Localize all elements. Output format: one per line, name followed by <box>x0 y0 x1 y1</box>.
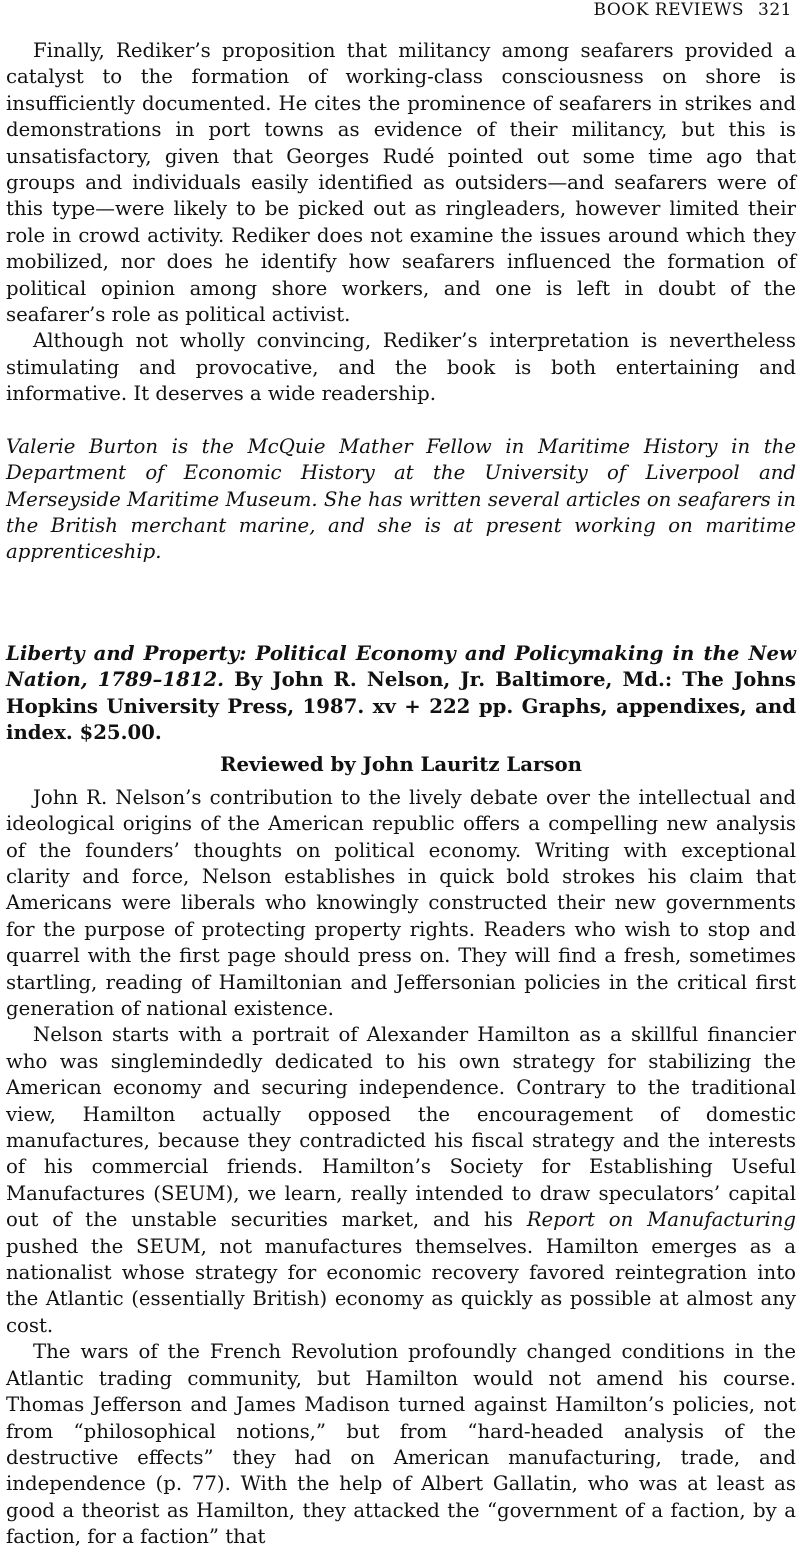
review2-paragraph-2 <box>6 1022 796 1339</box>
reviewer-line: Reviewed by John Lauritz Larson <box>220 753 582 777</box>
review1-paragraph-1: Finally, Rediker’s proposition that militancy among seafarers provided a catalyst to the formation of working-class consciousness on shore is insufficiently documented. He cites the prominence of seafarers in strikes and demonstrations in port towns as evidence of their militancy, but this is unsatisfactory, given that Georges Rudé pointed out some time ago that groups and individuals easily identified as outsiders—and seafarers were of this type—were likely to be picked out as ringleaders, however limited their role in crowd activity. Rediker does not examine the issues around which they mobilized, nor does he identify how seafarers influenced the formation of political opinion among shore workers, and one is left in doubt of the seafarer’s role as political activist. <box>6 39 796 327</box>
running-head-title: BOOK REVIEWS <box>593 0 745 20</box>
review1-paragraph-2: Although not wholly convincing, Rediker’s interpretation is nevertheless stimulating and provocative, and the book is both entertaining and informative. It deserves a wide readership. <box>6 329 796 406</box>
page-body <box>6 38 796 1551</box>
book-citation <box>6 641 796 747</box>
reviewer-bio: Valerie Burton is the McQuie Mather Fellow in Maritime History in the Department of Economic History at the University of Liverpool and Merseyside Maritime Museum. She has written several articles on seafarers in the British merchant marine, and she is at present working on maritime apprenticeship. <box>6 434 796 564</box>
review2-paragraph-2-part-1: Nelson starts with a portrait of Alexander Hamilton as a skillful financier who was singlemindedly dedicated to his own strategy for stabilizing the American economy and securing independence. Contrary to the traditional view, Hamilton actually opposed the encouragement of domestic manufactures, because they contradicted his fiscal strategy and the interests of his commercial friends. Hamilton’s Society for Establishing Useful Manufactures (SEUM), we learn, really intended to draw speculators’ capital out of the unstable securities market, and his <box>6 1023 796 1232</box>
running-head <box>594 0 792 20</box>
report-title: Report on Manufacturing <box>526 1208 796 1232</box>
page-number: 321 <box>758 0 792 20</box>
review2-paragraph-1: John R. Nelson’s contribution to the lively debate over the intellectual and ideological origins of the American republic offers a compelling new analysis of the founders’ thoughts on political economy. Writing with exceptional clarity and force, Nelson establishes in quick bold strokes his claim that Americans were liberals who knowingly constructed their new governments for the purpose of protecting property rights. Readers who wish to stop and quarrel with the first page should press on. They will find a fresh, sometimes startling, reading of Hamiltonian and Jeffersonian policies in the critical first generation of national existence. <box>6 785 796 1020</box>
review2-paragraph-2-part-2: pushed the SEUM, not manufactures themselves. Hamilton emerges as a nationalist whose strategy for economic recovery favored reintegration into the Atlantic (essentially British) economy as quickly as possible at almost any cost. <box>6 1234 796 1337</box>
book-title: Liberty and Property: Political Economy and Policymaking in the New Nation, 1789–1812. <box>6 641 796 692</box>
review2-paragraph-3: The wars of the French Revolution profoundly changed conditions in the Atlantic trading community, but Hamilton would not amend his course. Thomas Jefferson and James Madison turned against Hamilton’s policies, not from “philosophical notions,” but from “hard-headed analysis of the destructive effects” they had on American manufacturing, trade, and independence (p. 77). With the help of Albert Gallatin, who was at least as good a theorist as Hamilton, they attacked the “government of a faction, by a faction, for a faction” that <box>6 1340 796 1549</box>
book-details: By John R. Nelson, Jr. Baltimore, Md.: The Johns Hopkins University Press, 1987. xv + 222 pp. Graphs, appendixes, and index. $25.00. <box>6 668 797 744</box>
